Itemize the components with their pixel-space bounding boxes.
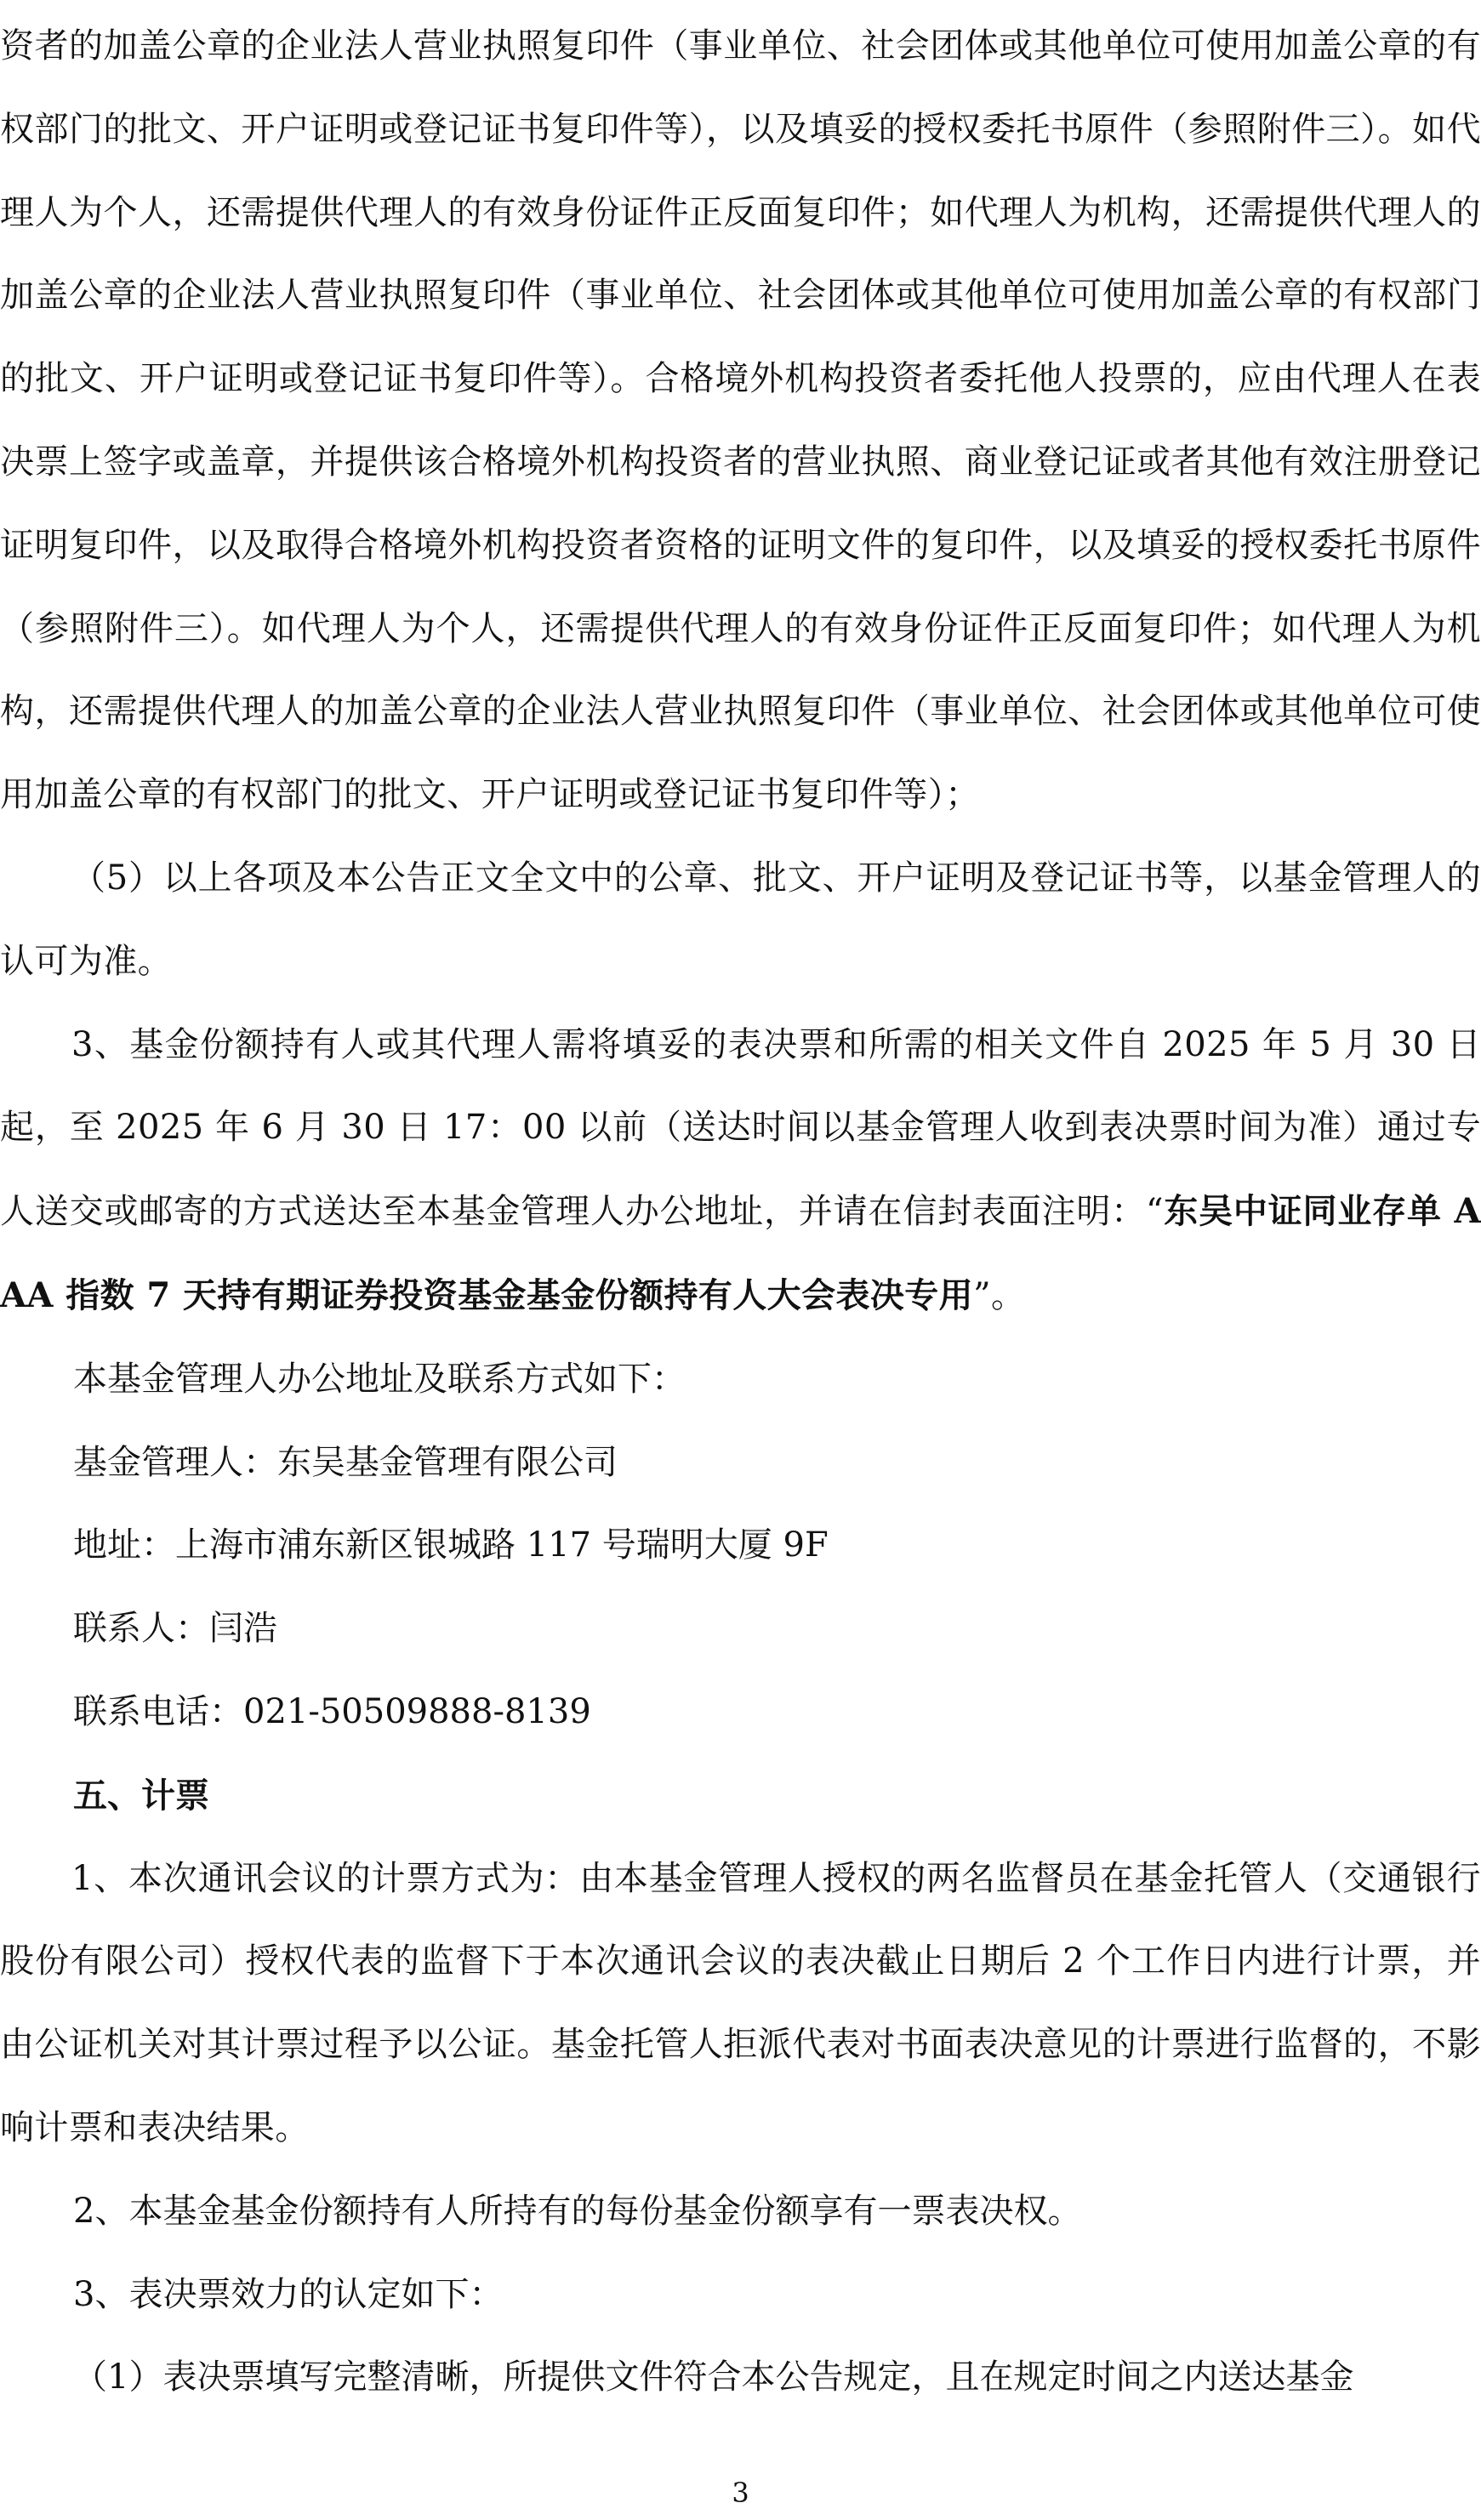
- paragraph-validity-item-1: （1）表决票填写完整清晰，所提供文件符合本公告规定，且在规定时间之内送达基金: [73, 2358, 1354, 2397]
- paragraph-proxy-documents: 资者的加盖公章的企业法人营业执照复印件（事业单位、社会团体或其他单位可使用加盖公章的有权部门的批文、开户证明或登记证书复印件等），以及填妥的授权委托书原件（参照附件三）。如代理人为个人，还需提供代理人的有效身份证件正反面复印件；如代理人为机构，还需提供代理人的加盖公章的企业法人营业执照复印件（事业单位、社会团体或其他单位可使用加盖公章的有权部门的批文、开户证明或登记证书复印件等）。合格境外机构投资者委托他人投票的，应由代理人在表决票上签字或盖章，并提供该合格境外机构投资者的营业执照、商业登记证或者其他有效注册登记证明复印件，以及取得合格境外机构投资者资格的证明文件的复印件，以及填妥的授权委托书原件（参照附件三）。如代理人为个人，还需提供代理人的有效身份证件正反面复印件；如代理人为机构，还需提供代理人的加盖公章的企业法人营业执照复印件（事业单位、社会团体或其他单位可使用加盖公章的有权部门的批文、开户证明或登记证书复印件等）；: [0, 26, 1481, 815]
- contact-person-line: 联系人：闫浩: [73, 1609, 277, 1649]
- envelope-marking-text: 东吴中证同业存单 AAA 指数 7 天持有期证券投资基金基金份额持有人大会表决专用: [0, 1191, 1481, 1315]
- contact-intro: 本基金管理人办公地址及联系方式如下：: [73, 1359, 686, 1399]
- address-line: 地址：上海市浦东新区银城路 117 号瑞明大厦 9F: [73, 1525, 829, 1565]
- paragraph-voting-rights: 2、本基金基金份额持有人所持有的每份基金份额享有一票表决权。: [73, 2191, 1082, 2231]
- paragraph-item-3-submission: [0, 1004, 1481, 1338]
- document-body: [0, 5, 1481, 2420]
- page-number: 3: [732, 2477, 749, 2509]
- paragraph-item-5: （5）以上各项及本公告正文全文中的公章、批文、开户证明及登记证书等，以基金管理人的认可为准。: [0, 858, 1481, 981]
- submission-text: 3、基金份额持有人或其代理人需将填妥的表决票和所需的相关文件自 2025 年 5 月 30 日起，至 2025 年 6 月 30 日 17：00 以前（送达时间以基金管理人收到表决票时间为准）通过专人送交或邮寄的方式送达至本基金管理人办公地址，并请在信封表面注明：“: [0, 1024, 1481, 1232]
- section-heading-vote-counting: 五、计票: [73, 1775, 209, 1816]
- paragraph-counting-method: 1、本次通讯会议的计票方式为：由本基金管理人授权的两名监督员在基金托管人（交通银行股份有限公司）授权代表的监督下于本次通讯会议的表决截止日期后 2 个工作日内进行计票，并由公证机关对其计票过程予以公证。基金托管人拒派代表对书面表决意见的计票进行监督的，不影响计票和表决结果。: [0, 1858, 1481, 2147]
- submission-text-end: ”。: [973, 1275, 1026, 1315]
- paragraph-validity-rules: 3、表决票效力的认定如下：: [73, 2274, 504, 2314]
- phone-line: 联系电话：021-50509888-8139: [73, 1691, 591, 1731]
- fund-manager-line: 基金管理人：东吴基金管理有限公司: [73, 1442, 618, 1482]
